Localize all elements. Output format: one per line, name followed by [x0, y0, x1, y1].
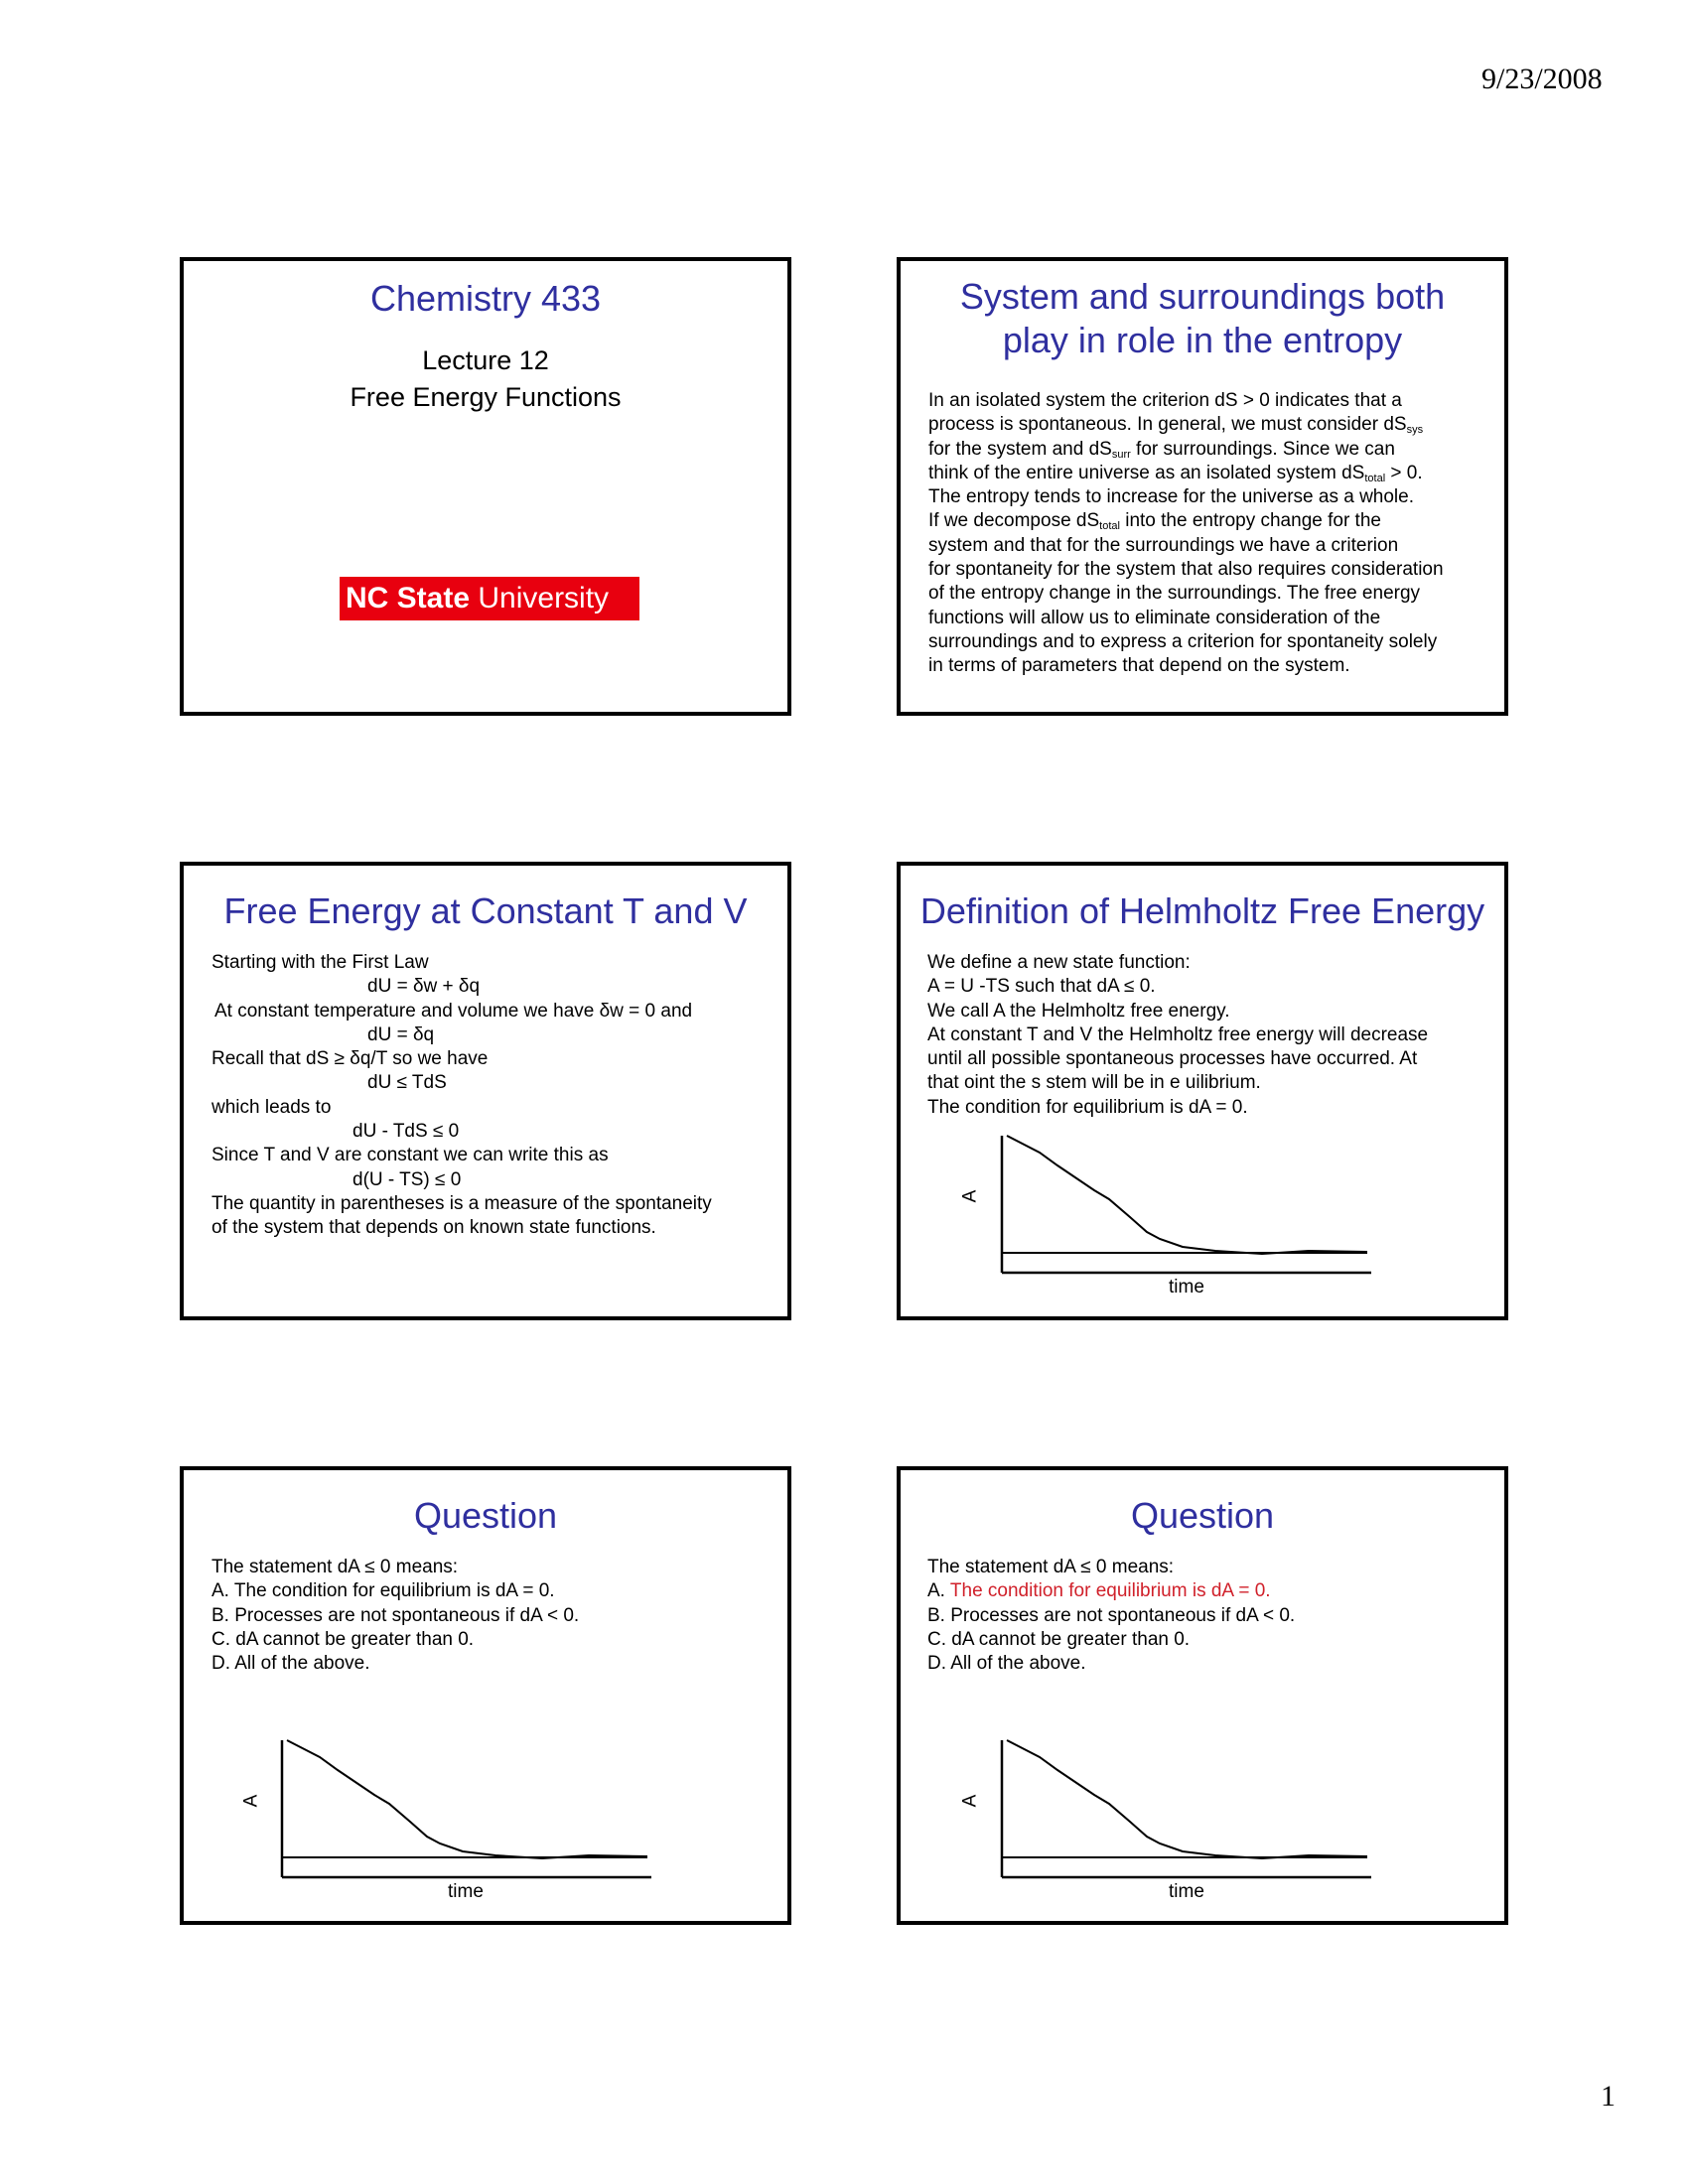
answer-option-a: A. The condition for equilibrium is dA = 0.	[211, 1580, 555, 1602]
body-line: system and that for the surroundings we have a criterion	[928, 534, 1399, 556]
slide-3-free-energy-constant-tv	[180, 862, 791, 1320]
body-line: The quantity in parentheses is a measure of the spontaneity	[211, 1192, 712, 1214]
slide-title: Question	[413, 1495, 558, 1536]
logo-bold-text: NC State	[346, 582, 471, 614]
answer-option-c: C. dA cannot be greater than 0.	[927, 1628, 1191, 1650]
lecture-number: Lecture 12	[422, 345, 549, 375]
free-energy-graph	[901, 1470, 1504, 1921]
body-line: surroundings and to express a criterion for spontaneity solely	[928, 630, 1438, 652]
body-line: which leads to	[211, 1096, 332, 1118]
a-vs-time-plot	[184, 1470, 787, 1921]
slide-body	[928, 389, 1490, 679]
slide-5-question	[180, 1466, 791, 1925]
answer-option-c: C. dA cannot be greater than 0.	[211, 1628, 475, 1650]
body-line: functions will allow us to eliminate consideration of the	[928, 607, 1381, 628]
free-energy-graph	[184, 1470, 787, 1921]
slide-title: Free Energy at Constant T and V	[223, 890, 748, 931]
page-number: 1	[1601, 2080, 1616, 2113]
answer-option-d: D. All of the above.	[927, 1653, 1086, 1675]
body-line: of the system that depends on known state functions.	[211, 1217, 656, 1239]
question-prompt: The statement dA ≤ 0 means:	[927, 1557, 1175, 1577]
title-line-1: System and surroundings both	[959, 276, 1446, 317]
slide-4-helmholtz-definition	[897, 862, 1508, 1320]
body-line: We call A the Helmholtz free energy.	[927, 1000, 1230, 1022]
slide-title: Chemistry 433	[369, 278, 602, 319]
question-prompt: The statement dA ≤ 0 means:	[211, 1557, 459, 1577]
slide-title: Question	[1130, 1495, 1275, 1536]
body-line: The entropy tends to increase for the universe as a whole.	[928, 486, 1414, 508]
slide-title	[901, 275, 1504, 362]
slide-6-question-answer	[897, 1466, 1508, 1925]
body-line: process is spontaneous. In general, we must consider $dS_{sys}$	[928, 414, 1424, 437]
equation-line: dU = δq	[367, 1024, 435, 1045]
body-line: The condition for equilibrium is dA = 0.	[927, 1096, 1248, 1118]
body-line: At constant temperature and volume we have δw = 0 and	[214, 1000, 693, 1022]
x-axis-label: time	[1169, 1881, 1204, 1902]
equation-line: dU - TdS ≤ 0	[352, 1121, 460, 1143]
slide-body	[211, 951, 774, 1241]
y-axis-label: A	[240, 1794, 262, 1808]
body-line: A = U -TS such that dA ≤ 0.	[927, 976, 1156, 998]
body-line: At constant T and V the Helmholtz free energy will decrease	[927, 1024, 1429, 1045]
a-vs-time-plot	[901, 1470, 1504, 1921]
body-line: We define a new state function:	[927, 952, 1191, 973]
answer-option-d: D. All of the above.	[211, 1653, 370, 1675]
body-line: for the system and $dS_{surr}$ for surroundings. Since we can	[928, 438, 1395, 461]
y-axis-label: A	[959, 1794, 981, 1808]
equation-line: dU ≤ TdS	[367, 1072, 447, 1094]
answer-option-b: B. Processes are not spontaneous if dA < 0.	[927, 1604, 1296, 1626]
equation-line: d(U - TS) ≤ 0	[352, 1168, 462, 1190]
body-line: for spontaneity for the system that also requires consideration	[928, 559, 1444, 581]
slide-title: Definition of Helmholtz Free Energy	[919, 890, 1485, 931]
body-line: Recall that dS ≥ δq/T so we have	[211, 1048, 489, 1070]
slide-1-title	[180, 257, 791, 716]
slide-subtitle	[184, 342, 787, 416]
body-line: In an isolated system the criterion dS > 0 indicates that a	[928, 390, 1402, 411]
nc-state-logo	[340, 577, 639, 620]
slide-2-system-surroundings	[897, 257, 1508, 716]
y-axis-label: A	[959, 1189, 981, 1203]
body-line: think of the entire universe as an isolated system $dS_{total} > 0$.	[928, 462, 1423, 484]
body-line: that oint the s stem will be in e uilibrium.	[927, 1072, 1261, 1094]
body-line: of the entropy change in the surroundings. The free energy	[928, 583, 1421, 605]
body-line: Starting with the First Law	[211, 952, 429, 973]
answer-option-b: B. Processes are not spontaneous if dA < 0.	[211, 1604, 580, 1626]
body-line: Since T and V are constant we can write this as	[211, 1145, 609, 1166]
title-line-2: play in role in the entropy	[1002, 320, 1403, 360]
a-vs-time-plot	[901, 866, 1504, 1316]
x-axis-label: time	[1169, 1277, 1204, 1297]
x-axis-label: time	[448, 1881, 484, 1902]
page-date: 9/23/2008	[1481, 63, 1603, 95]
lecture-topic: Free Energy Functions	[350, 382, 622, 412]
body-line: If we decompose $dS_{total}$ into the entropy change for the	[928, 510, 1381, 533]
logo-regular-text: University	[470, 582, 610, 614]
highlighted-answer: The condition for equilibrium is dA = 0.	[949, 1580, 1271, 1602]
body-line: in terms of parameters that depend on the system.	[928, 655, 1350, 677]
free-energy-graph	[901, 866, 1504, 1316]
body-line: until all possible spontaneous processes have occurred. At	[927, 1048, 1418, 1070]
answer-option-a-correct: A. The condition for equilibrium is dA = 0.	[927, 1580, 1271, 1602]
equation-line: dU = δw + δq	[367, 976, 481, 998]
